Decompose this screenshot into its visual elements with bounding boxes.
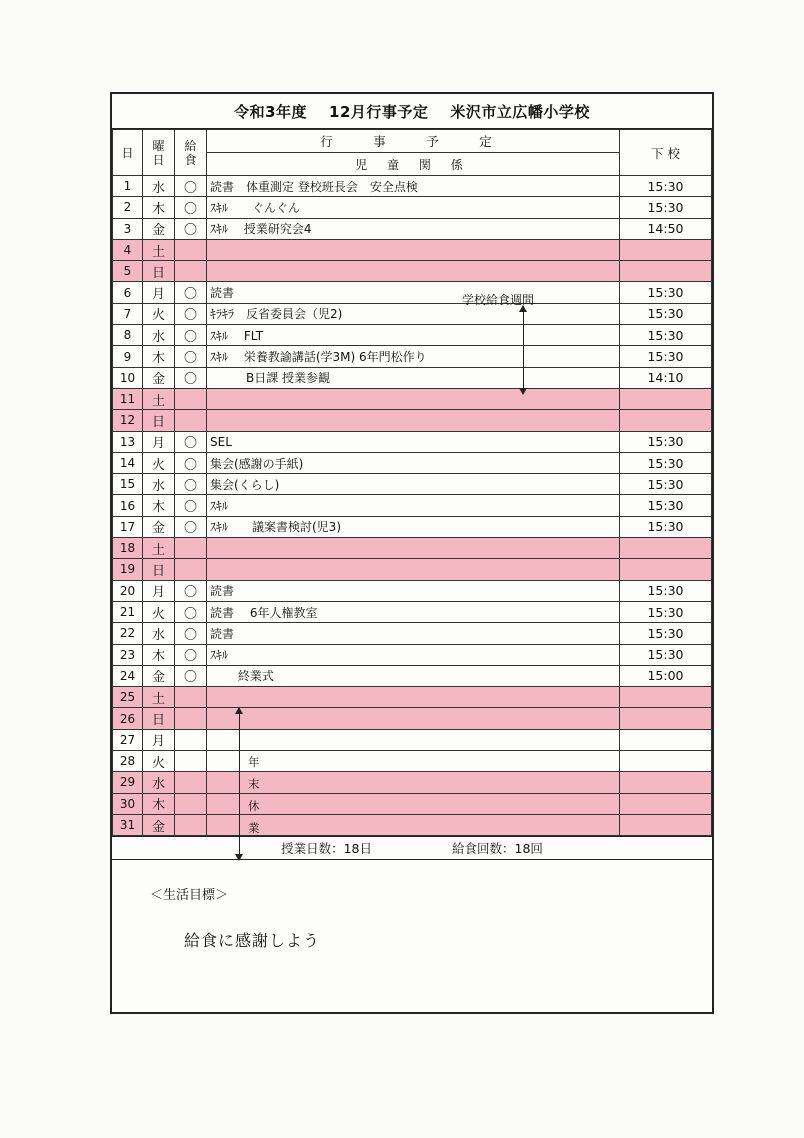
event-cell	[207, 410, 620, 431]
dismissal-cell	[620, 559, 712, 580]
weekday-cell: 金	[143, 367, 175, 388]
title-name: 12月行事予定	[329, 102, 429, 121]
weekday-cell: 木	[143, 644, 175, 665]
weekday-cell: 土	[143, 687, 175, 708]
table-row	[113, 559, 712, 580]
day-cell: 7	[113, 303, 143, 324]
weekday-cell: 日	[143, 261, 175, 282]
table-row	[113, 708, 712, 729]
day-cell: 9	[113, 346, 143, 367]
weekday-cell: 土	[143, 388, 175, 409]
day-cell: 28	[113, 751, 143, 772]
table-row	[113, 367, 712, 388]
weekday-cell: 水	[143, 474, 175, 495]
title-school: 米沢市立広幡小学校	[450, 102, 590, 121]
table-row	[113, 793, 712, 814]
day-cell: 1	[113, 176, 143, 197]
event-cell: ｽｷﾙ ぐんぐん	[207, 197, 620, 218]
weekday-cell: 土	[143, 239, 175, 260]
dismissal-cell: 15:30	[620, 601, 712, 622]
lunch-cell	[175, 538, 207, 559]
dismissal-cell	[620, 814, 712, 835]
dismissal-cell: 15:30	[620, 325, 712, 346]
event-cell	[207, 687, 620, 708]
event-cell: ｽｷﾙ FLT	[207, 325, 620, 346]
dismissal-cell	[620, 410, 712, 431]
day-cell: 8	[113, 325, 143, 346]
day-cell: 19	[113, 559, 143, 580]
event-cell: ｷﾗｷﾗ 反省委員会（児2)	[207, 303, 620, 324]
header-row-1	[113, 130, 712, 153]
title-year: 令和3年度	[234, 102, 308, 121]
event-cell	[207, 729, 620, 750]
table-row	[113, 772, 712, 793]
lunch-cell: 〇	[175, 623, 207, 644]
table-row	[113, 197, 712, 218]
dismissal-cell: 15:30	[620, 644, 712, 665]
weekday-cell: 月	[143, 580, 175, 601]
table-row	[113, 601, 712, 622]
event-cell: 読書	[207, 623, 620, 644]
lunch-cell: 〇	[175, 516, 207, 537]
header-events: 行 事 予 定	[207, 130, 620, 153]
day-cell: 24	[113, 665, 143, 686]
weekday-cell: 金	[143, 814, 175, 835]
day-cell: 23	[113, 644, 143, 665]
table-row	[113, 176, 712, 197]
event-cell: 集会(感謝の手紙)	[207, 452, 620, 473]
table-row	[113, 495, 712, 516]
lunch-cell	[175, 559, 207, 580]
table-row	[113, 516, 712, 537]
lunch-cell: 〇	[175, 367, 207, 388]
table-row	[113, 282, 712, 303]
lunch-cell: 〇	[175, 282, 207, 303]
table-row	[113, 538, 712, 559]
lunch-cell	[175, 388, 207, 409]
dismissal-cell: 15:30	[620, 623, 712, 644]
table-row	[113, 431, 712, 452]
lunch-cell	[175, 793, 207, 814]
dismissal-cell	[620, 729, 712, 750]
event-cell	[207, 814, 620, 835]
weekday-cell: 日	[143, 708, 175, 729]
day-cell: 6	[113, 282, 143, 303]
weekday-cell: 水	[143, 176, 175, 197]
event-cell: 終業式	[207, 665, 620, 686]
dismissal-cell: 15:30	[620, 282, 712, 303]
header-children: 児 童 関 係	[207, 153, 620, 176]
table-row	[113, 580, 712, 601]
event-cell: 読書	[207, 580, 620, 601]
table-row	[113, 687, 712, 708]
table-row	[113, 325, 712, 346]
header-day: 日	[113, 130, 143, 176]
dismissal-cell: 15:30	[620, 516, 712, 537]
table-row	[113, 261, 712, 282]
dismissal-cell: 15:30	[620, 495, 712, 516]
year-end-char-3: 休	[248, 799, 260, 813]
dismissal-cell: 15:30	[620, 474, 712, 495]
life-goal-label: ＜生活目標＞	[150, 888, 229, 904]
event-cell: ｽｷﾙ 議案書検討(児3)	[207, 516, 620, 537]
schedule-sheet	[110, 92, 714, 1014]
weekday-cell: 火	[143, 601, 175, 622]
dismissal-cell	[620, 538, 712, 559]
day-cell: 31	[113, 814, 143, 835]
lunch-cell: 〇	[175, 431, 207, 452]
dismissal-cell	[620, 261, 712, 282]
dismissal-cell: 15:30	[620, 431, 712, 452]
lunch-cell	[175, 261, 207, 282]
event-cell	[207, 708, 620, 729]
schedule-table	[112, 129, 712, 836]
event-cell	[207, 559, 620, 580]
day-cell: 27	[113, 729, 143, 750]
lunch-cell	[175, 687, 207, 708]
dismissal-cell	[620, 793, 712, 814]
life-goal-text: 給食に感謝しよう	[184, 931, 321, 951]
lunch-cell	[175, 729, 207, 750]
table-row	[113, 218, 712, 239]
day-cell: 25	[113, 687, 143, 708]
event-cell: ｽｷﾙ 授業研究会4	[207, 218, 620, 239]
event-cell: 読書	[207, 282, 620, 303]
lunch-week-note: 学校給食週間	[462, 293, 535, 307]
header-weekday: 曜 日	[143, 130, 175, 176]
event-cell: 読書 体重測定 登校班長会 安全点検	[207, 176, 620, 197]
dismissal-cell: 15:30	[620, 197, 712, 218]
table-row	[113, 644, 712, 665]
table-row	[113, 388, 712, 409]
dismissal-cell: 15:30	[620, 580, 712, 601]
weekday-cell: 木	[143, 197, 175, 218]
year-end-char-1: 年	[248, 755, 260, 769]
dismissal-cell	[620, 239, 712, 260]
table-row	[113, 814, 712, 835]
day-cell: 4	[113, 239, 143, 260]
event-cell	[207, 388, 620, 409]
weekday-cell: 火	[143, 452, 175, 473]
lunch-cell: 〇	[175, 601, 207, 622]
lunch-cell: 〇	[175, 325, 207, 346]
event-cell	[207, 239, 620, 260]
school-days-count: 授業日数：18日	[281, 841, 372, 857]
day-cell: 5	[113, 261, 143, 282]
weekday-cell: 日	[143, 559, 175, 580]
weekday-cell: 木	[143, 495, 175, 516]
event-cell: ｽｷﾙ	[207, 644, 620, 665]
day-cell: 15	[113, 474, 143, 495]
event-cell: ｽｷﾙ	[207, 495, 620, 516]
weekday-cell: 金	[143, 665, 175, 686]
weekday-cell: 月	[143, 431, 175, 452]
summary-row	[112, 836, 712, 860]
weekday-cell: 水	[143, 325, 175, 346]
lunch-cell: 〇	[175, 580, 207, 601]
dismissal-cell: 15:30	[620, 346, 712, 367]
weekday-cell: 金	[143, 516, 175, 537]
day-cell: 2	[113, 197, 143, 218]
lunch-cell: 〇	[175, 474, 207, 495]
event-cell: B日課 授業参観	[207, 367, 620, 388]
lunch-cell: 〇	[175, 176, 207, 197]
lunch-cell: 〇	[175, 665, 207, 686]
weekday-cell: 火	[143, 751, 175, 772]
dismissal-cell: 15:30	[620, 303, 712, 324]
event-cell: SEL	[207, 431, 620, 452]
lunch-cell: 〇	[175, 197, 207, 218]
lunch-cell: 〇	[175, 303, 207, 324]
table-row	[113, 452, 712, 473]
lunch-week-arrow	[523, 306, 524, 394]
day-cell: 3	[113, 218, 143, 239]
day-cell: 21	[113, 601, 143, 622]
table-row	[113, 623, 712, 644]
year-end-char-4: 業	[248, 821, 260, 835]
table-row	[113, 239, 712, 260]
dismissal-cell: 14:50	[620, 218, 712, 239]
weekday-cell: 日	[143, 410, 175, 431]
dismissal-cell: 15:00	[620, 665, 712, 686]
dismissal-cell	[620, 772, 712, 793]
dismissal-cell	[620, 388, 712, 409]
lunch-cell	[175, 410, 207, 431]
event-cell	[207, 751, 620, 772]
lunch-cell	[175, 772, 207, 793]
table-row	[113, 410, 712, 431]
life-goal-box	[112, 860, 712, 1012]
dismissal-cell	[620, 751, 712, 772]
dismissal-cell	[620, 687, 712, 708]
table-row	[113, 346, 712, 367]
dismissal-cell: 14:10	[620, 367, 712, 388]
day-cell: 22	[113, 623, 143, 644]
header-dismissal: 下 校	[620, 130, 712, 176]
event-cell: 読書 6年人権教室	[207, 601, 620, 622]
weekday-cell: 木	[143, 346, 175, 367]
lunch-cell	[175, 751, 207, 772]
lunch-cell	[175, 708, 207, 729]
year-end-arrow	[239, 708, 240, 860]
table-row	[113, 665, 712, 686]
lunch-cell	[175, 239, 207, 260]
day-cell: 12	[113, 410, 143, 431]
weekday-cell: 水	[143, 623, 175, 644]
dismissal-cell: 15:30	[620, 452, 712, 473]
dismissal-cell	[620, 708, 712, 729]
event-cell: 集会(くらし)	[207, 474, 620, 495]
dismissal-cell: 15:30	[620, 176, 712, 197]
weekday-cell: 水	[143, 772, 175, 793]
event-cell	[207, 538, 620, 559]
event-cell	[207, 261, 620, 282]
lunch-cell: 〇	[175, 452, 207, 473]
weekday-cell: 金	[143, 218, 175, 239]
day-cell: 14	[113, 452, 143, 473]
day-cell: 10	[113, 367, 143, 388]
day-cell: 18	[113, 538, 143, 559]
page-title	[112, 94, 712, 129]
lunch-cell: 〇	[175, 644, 207, 665]
day-cell: 13	[113, 431, 143, 452]
lunch-count: 給食回数：18回	[452, 841, 543, 857]
table-row	[113, 474, 712, 495]
day-cell: 17	[113, 516, 143, 537]
weekday-cell: 月	[143, 282, 175, 303]
year-end-char-2: 末	[248, 777, 260, 791]
lunch-cell: 〇	[175, 495, 207, 516]
day-cell: 11	[113, 388, 143, 409]
day-cell: 20	[113, 580, 143, 601]
table-row	[113, 751, 712, 772]
lunch-cell: 〇	[175, 346, 207, 367]
lunch-cell	[175, 814, 207, 835]
event-cell: ｽｷﾙ 栄養教諭講話(学3M) 6年門松作り	[207, 346, 620, 367]
event-cell	[207, 793, 620, 814]
day-cell: 29	[113, 772, 143, 793]
table-row	[113, 729, 712, 750]
table-row	[113, 303, 712, 324]
header-lunch: 給 食	[175, 130, 207, 176]
weekday-cell: 月	[143, 729, 175, 750]
lunch-cell: 〇	[175, 218, 207, 239]
event-cell	[207, 772, 620, 793]
weekday-cell: 木	[143, 793, 175, 814]
weekday-cell: 火	[143, 303, 175, 324]
day-cell: 30	[113, 793, 143, 814]
day-cell: 26	[113, 708, 143, 729]
weekday-cell: 土	[143, 538, 175, 559]
day-cell: 16	[113, 495, 143, 516]
